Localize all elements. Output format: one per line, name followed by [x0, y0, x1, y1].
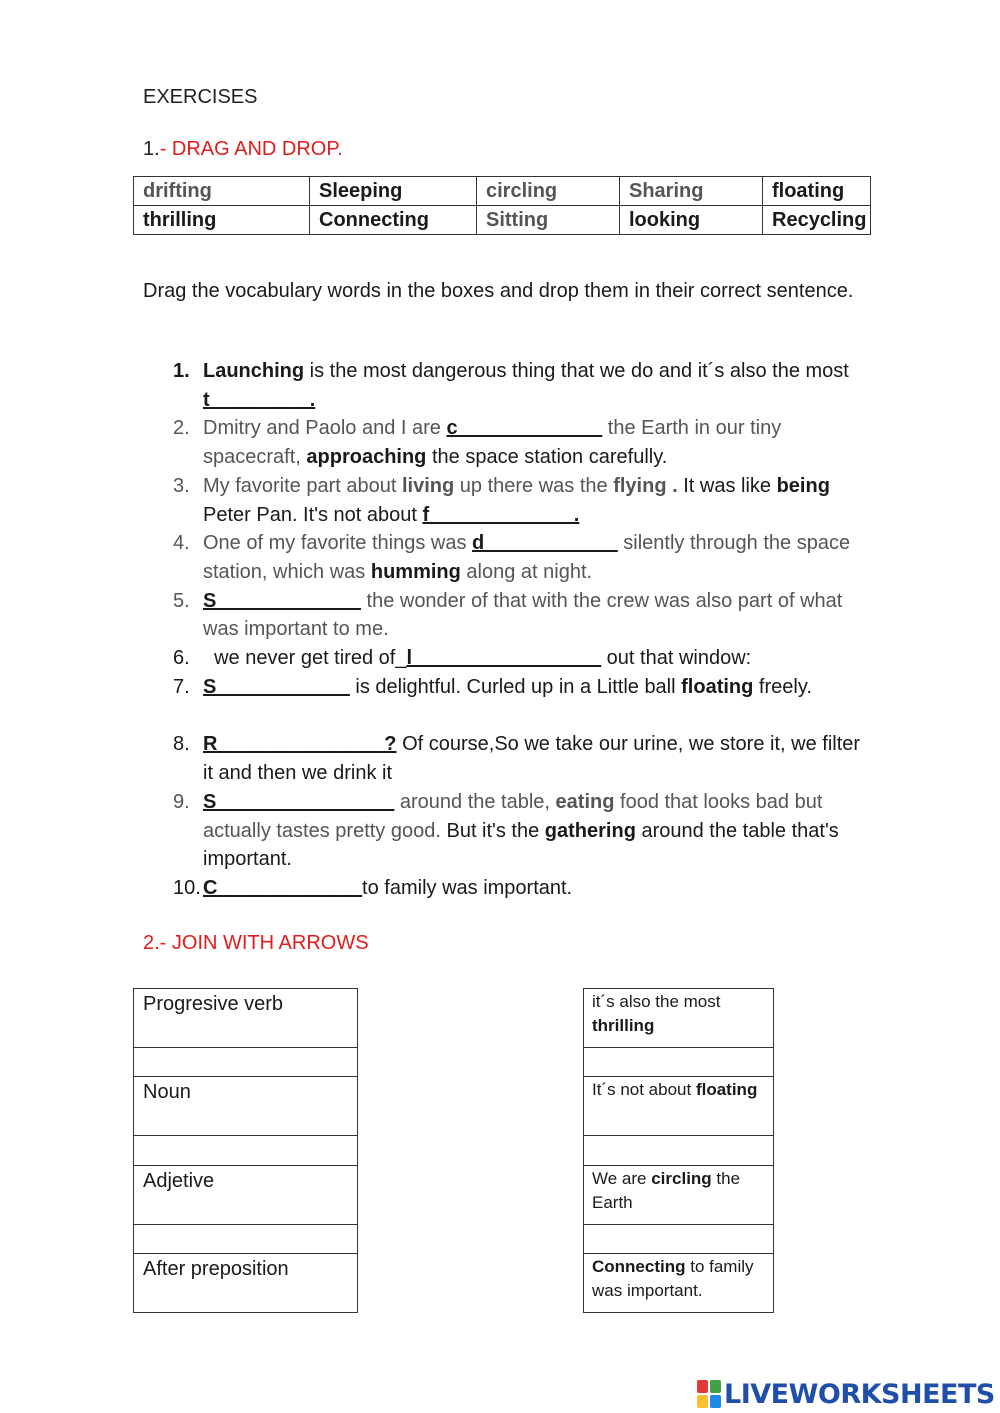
- section-2-title: 2.- JOIN WITH ARROWS: [143, 932, 369, 954]
- sentence-text: the space station carefully.: [426, 446, 668, 469]
- logo-square: [697, 1380, 708, 1393]
- word-tile[interactable]: Connecting: [310, 206, 477, 235]
- question-number: 7.: [173, 675, 190, 698]
- keyword: living: [401, 474, 455, 497]
- question-number: 4.: [173, 532, 190, 555]
- section-1-label: - DRAG AND DROP.: [159, 138, 343, 160]
- sentence-text: out that window:: [601, 647, 752, 670]
- question-list: [163, 357, 863, 903]
- match-text: We are: [592, 1169, 652, 1188]
- question-7: [163, 673, 863, 702]
- liveworksheets-logo: [697, 1376, 995, 1412]
- keyword: thrilling: [592, 1016, 655, 1035]
- answer-blank[interactable]: f_____________.: [422, 503, 580, 526]
- answer-blank[interactable]: l_________________: [406, 647, 602, 670]
- answer-blank[interactable]: S____________: [203, 675, 350, 698]
- sentence-text: But it's the: [440, 819, 545, 842]
- logo-square: [710, 1395, 721, 1408]
- question-number: 1.: [173, 360, 190, 382]
- sentence-text: food that looks bad but actually tastes pretty good.: [203, 790, 823, 842]
- keyword: humming: [370, 560, 461, 583]
- sentence-text: up there was the: [454, 474, 614, 497]
- match-right-item[interactable]: [583, 988, 774, 1048]
- question-9: [163, 788, 863, 874]
- sentence-text: It was like: [677, 474, 777, 497]
- keyword: eating: [555, 790, 615, 813]
- keyword: gathering: [544, 819, 636, 842]
- question-number: 6.: [173, 647, 190, 670]
- word-bank-table: [133, 176, 871, 235]
- logo-square: [710, 1380, 721, 1393]
- sentence-text: Dmitry and Paolo and I are: [203, 417, 447, 440]
- match-spacer: [583, 1047, 774, 1077]
- answer-blank[interactable]: t_________.: [203, 388, 316, 411]
- word-tile[interactable]: floating: [763, 177, 871, 206]
- keyword: being: [776, 474, 830, 497]
- word-tile[interactable]: Sleeping: [310, 177, 477, 206]
- match-text: it´s also the most: [592, 992, 721, 1011]
- sentence-text: is the most dangerous thing that we do and it´s also the most: [304, 360, 849, 382]
- question-2: [163, 414, 863, 471]
- sentence-text: the wonder of that with the crew was also part of what was important to me.: [203, 589, 843, 641]
- sentence-text: around the table that's important.: [203, 819, 839, 871]
- keyword: floating: [681, 675, 754, 698]
- question-number: 10.: [173, 876, 201, 899]
- sentence-text: around the table,: [394, 790, 556, 813]
- question-number: 5.: [173, 589, 190, 612]
- question-4: [163, 529, 863, 586]
- answer-blank[interactable]: c_____________: [446, 417, 603, 440]
- answer-blank[interactable]: d____________: [472, 532, 618, 555]
- sentence-text: Peter Pan. It's not about: [203, 503, 423, 526]
- question-10: [163, 874, 863, 903]
- word-bank-row: [134, 206, 871, 235]
- question-1: [163, 357, 863, 414]
- sentence-text: is delightful. Curled up in a Little ball: [349, 675, 682, 698]
- match-text: It´s not about: [592, 1080, 696, 1099]
- match-spacer: [583, 1135, 774, 1166]
- logo-text: LIVEWORKSHEETS: [724, 1378, 995, 1410]
- word-tile[interactable]: looking: [620, 206, 763, 235]
- keyword: circling: [651, 1169, 712, 1188]
- match-right-item[interactable]: [583, 1165, 774, 1225]
- answer-blank[interactable]: S_____________: [203, 589, 361, 612]
- match-spacer: [133, 1224, 358, 1254]
- question-8: [163, 730, 863, 787]
- sentence-text: freely.: [753, 675, 812, 698]
- question-number: 3.: [173, 474, 190, 497]
- question-number: 2.: [173, 417, 190, 440]
- word-tile[interactable]: Recycling: [763, 206, 871, 235]
- word-tile[interactable]: Sitting: [477, 206, 620, 235]
- answer-blank[interactable]: C_____________: [203, 876, 363, 899]
- question-number: 8.: [173, 733, 190, 756]
- match-text: to family was important.: [592, 1257, 754, 1300]
- logo-square: [697, 1395, 708, 1408]
- word-bank-row: [134, 177, 871, 206]
- keyword: approaching: [306, 446, 427, 469]
- word-tile[interactable]: Sharing: [620, 177, 763, 206]
- page-heading: EXERCISES: [143, 86, 258, 108]
- word-tile[interactable]: circling: [477, 177, 620, 206]
- section-1-title: [143, 138, 343, 161]
- match-spacer: [133, 1135, 358, 1166]
- match-spacer: [583, 1224, 774, 1254]
- sentence-text: One of my favorite things was: [203, 532, 473, 555]
- sentence-text: to family was important.: [362, 876, 573, 899]
- word-tile[interactable]: drifting: [134, 177, 310, 206]
- match-right-item[interactable]: [583, 1076, 774, 1136]
- keyword: flying .: [613, 474, 678, 497]
- sentence-text: silently through the space station, which was: [203, 532, 851, 583]
- match-left-item[interactable]: Adjetive: [133, 1165, 358, 1225]
- question-6: [163, 644, 863, 673]
- section-1-number: 1.: [143, 138, 160, 160]
- match-left-item[interactable]: Progresive verb: [133, 988, 358, 1048]
- sentence-text: the Earth in our tiny spacecraft,: [203, 417, 782, 469]
- keyword: Connecting: [592, 1257, 686, 1276]
- sentence-text: Of course,So we take our urine, we store it, we filter it and then we drink it: [203, 733, 861, 785]
- match-left-item[interactable]: Noun: [133, 1076, 358, 1136]
- keyword: floating: [695, 1080, 758, 1099]
- question-number: 9.: [173, 790, 190, 813]
- question-5: [163, 587, 863, 644]
- question-3: [163, 472, 863, 529]
- match-text: the Earth: [592, 1169, 741, 1212]
- keyword: Launching: [203, 360, 305, 382]
- sentence-text: we never get tired of_: [203, 647, 407, 670]
- sentence-text: along at night.: [460, 560, 593, 583]
- answer-blank[interactable]: R_______________?: [203, 733, 397, 756]
- match-right-item[interactable]: [583, 1253, 774, 1313]
- word-tile[interactable]: thrilling: [134, 206, 310, 235]
- sentence-text: My favorite part about: [203, 474, 402, 497]
- instructions: Drag the vocabulary words in the boxes and drop them in their correct sentence.: [143, 280, 854, 302]
- match-spacer: [133, 1047, 358, 1077]
- answer-blank[interactable]: S________________: [203, 790, 395, 813]
- logo-mark-icon: [697, 1380, 721, 1408]
- match-left-item[interactable]: After preposition: [133, 1253, 358, 1313]
